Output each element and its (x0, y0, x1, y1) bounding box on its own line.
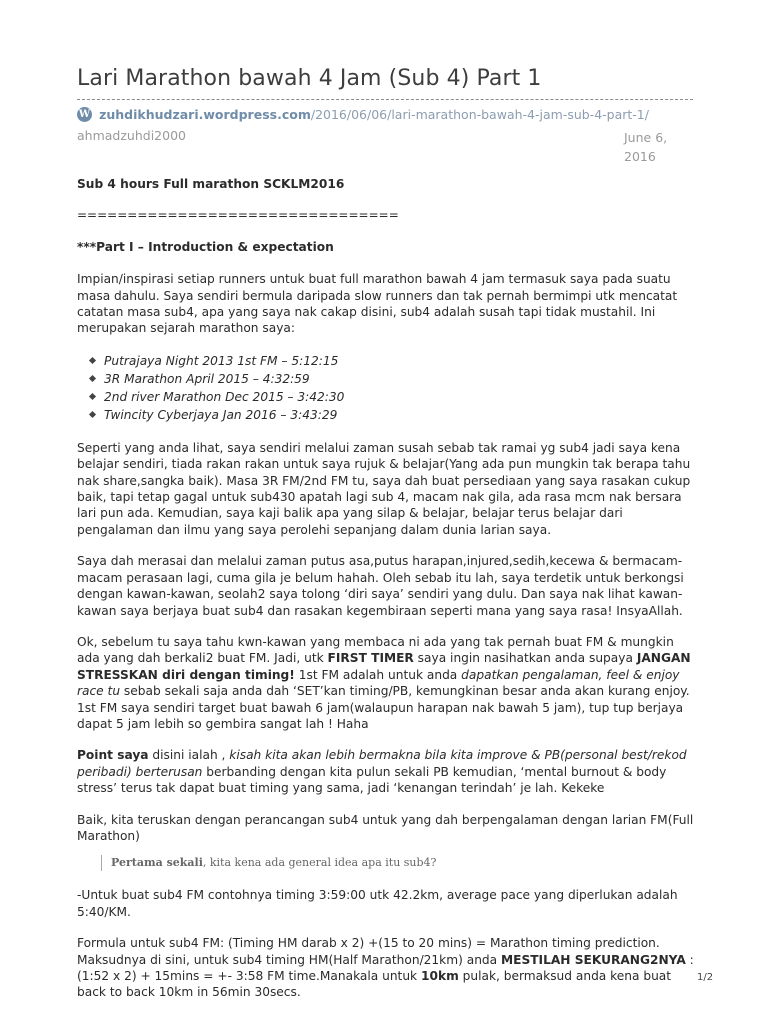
author-name: ahmadzuhdi2000 (77, 128, 186, 143)
page-title: Lari Marathon bawah 4 Jam (Sub 4) Part 1 (77, 66, 542, 91)
source-path: /2016/06/06/lari-marathon-bawah-4-jam-sub-4-part-1/ (310, 107, 649, 122)
date-year: 2016 (624, 149, 656, 164)
list-item: 2nd river Marathon Dec 2015 – 3:42:30 (90, 388, 697, 406)
source-row (77, 104, 697, 122)
article-heading: Sub 4 hours Full marathon SCKLM2016 (77, 177, 345, 191)
list-item: Twincity Cyberjaya Jan 2016 – 3:43:29 (90, 406, 697, 424)
bullet-icon (89, 393, 96, 400)
paragraph-point: Point saya disini ialah , kisah kita akan lebih bermakna bila kita improve & PB(personal best/rekod peribadi) berterusan berbanding dengan kita pulun sekali PB kemudian, ‘mental burnout & body stress’ terus tak dapat buat timing yang sama, jadi ‘kenangan terindah’ je lah. Kekeke (77, 748, 687, 796)
paragraph-feelings: Saya dah merasai dan melalui zaman putus asa,putus harapan,injured,sedih,kecewa & bermacam-macam perasaan lagi, cuma gila je belum hahah. Oleh sebab itu lah, saya terdetik untuk berkongsi dengan kawan-kawan, seolah2 saya tolong ‘diri saya’ sendiri yang dulu. Dan saya nak lihat kawan-kawan saya berjaya buat sub4 dan rasakan kegembiraan seperti mana yang saya rasa! InsyaAllah. (77, 554, 684, 618)
paragraph-first-timer: Ok, sebelum tu saya tahu kwn-kawan yang membaca ni ada yang tak pernah buat FM & mungkin ada yang dah berkali2 buat FM. Jadi, utk FIRST TIMER saya ingin nasihatkan anda supaya JANGAN STRESSKAN diri dengan timing! 1st FM adalah untuk anda dapatkan pengalaman, feel & enjoy race tu sebab sekali saja anda dah ‘SET’kan timing/PB, kemungkinan besar anda akan kurang enjoy. 1st FM saya sendiri target buat bawah 6 jam(walaupun harapan nak bawah 5 jam), tup tup berjaya dapat 5 jam lebih so gembira sangat lah ! Haha (77, 634, 691, 731)
paragraph-intro: Impian/inspirasi setiap runners untuk buat full marathon bawah 4 jam termasuk saya pada suatu masa dahulu. Saya sendiri bermula daripada slow runners dan tak pernah bermimpi utk mencatat catatan masa sub4, apa yang saya nak cakap disini, sub4 adalah susah tapi tidak mustahil. Ini merupakan sejarah marathon saya: (77, 272, 678, 336)
title-divider (77, 99, 693, 100)
bullet-icon (89, 411, 96, 418)
separator-line: ================================ (77, 208, 399, 223)
wordpress-icon: W (78, 109, 91, 120)
blockquote: Pertama sekali, kita kena ada general idea apa itu sub4? (101, 855, 697, 871)
paragraph-pace: -Untuk buat sub4 FM contohnya timing 3:59:00 utk 42.2km, average pace yang diperlukan adalah 5:40/KM. (77, 888, 678, 919)
list-item: 3R Marathon April 2015 – 4:32:59 (90, 370, 697, 388)
source-domain-link[interactable]: zuhdikhudzari.wordpress.com (99, 107, 311, 122)
bullet-icon (89, 357, 96, 364)
bullet-icon (89, 375, 96, 382)
date-month-day: June 6, (624, 130, 668, 145)
article-body (77, 176, 697, 1016)
paragraph-formula: Formula untuk sub4 FM: (Timing HM darab x 2) +(15 to 20 mins) = Marathon timing prediction. Maksudnya di sini, untuk sub4 timing HM(Half Marathon/21km) anda MESTILAH SEKURANG2NYA :(1:52 x 2) + 15mins = +- 3:58 FM time.Manakala untuk 10km pulak, bermaksud anda kena buat back to back 10km in 56min 30secs. (77, 936, 694, 1000)
race-history-list (77, 352, 697, 424)
paragraph-planning: Baik, kita teruskan dengan perancangan sub4 untuk yang dah berpengalaman dengan larian FM(Full Marathon) (77, 812, 694, 843)
part-heading: ***Part I – Introduction & expectation (77, 239, 334, 254)
post-date (624, 128, 684, 166)
page-number: 1/2 (697, 972, 714, 983)
list-item: Putrajaya Night 2013 1st FM – 5:12:15 (90, 352, 697, 370)
paragraph-experience: Seperti yang anda lihat, saya sendiri melalui zaman susah sebab tak ramai yg sub4 jadi saya kena belajar sendiri, tiada rakan rakan untuk saya rujuk & belajar(Yang ada pun mungkin tak berapa tahu nak share,sangka baik). Masa 3R FM/2nd FM tu, saya dah buat persediaan yang saya rasakan cukup baik, tapi tetap gagal untuk sub430 apatah lagi sub 4, macam nak gila, ada rasa mcm nak bersara lari pun ada. Kemudian, saya kaji balik apa yang silap & belajar, belajar terus belajar dari pengalaman dan ilmu yang saya perolehi sepanjang dalam dunia larian saya. (77, 440, 691, 537)
